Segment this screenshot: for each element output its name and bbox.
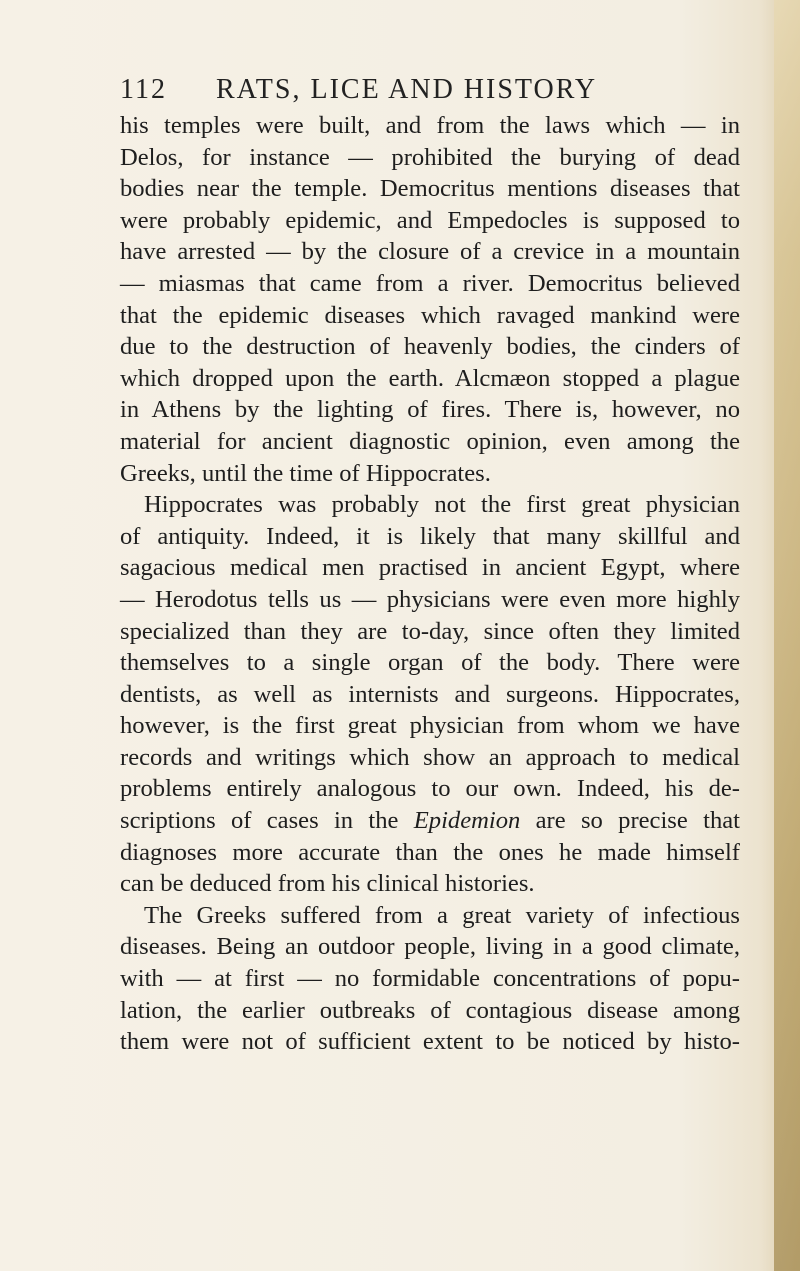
text-line: dentists, as well as internists and surgeons. Hippocrates, — [120, 680, 740, 708]
italic-title-epidemion: Epidemion — [413, 807, 521, 835]
text-line: that the epidemic diseases which ravaged mankind were — [120, 301, 740, 329]
text-line: The Greeks suffered from a great variety of infectious — [144, 901, 740, 929]
text-run: scriptions of cases in the — [120, 807, 414, 835]
text-line: his temples were built, and from the laws which — in — [120, 112, 740, 139]
text-line: specialized than they are to-day, since often they limited — [120, 617, 740, 645]
text-line: them were not of sufficient extent to be noticed by histo- — [120, 1028, 740, 1056]
text-line: in Athens by the lighting of fires. There is, however, no — [120, 396, 740, 424]
text-line: diagnoses more accurate than the ones he made himself — [120, 838, 740, 866]
text-line: have arrested — by the closure of a crevice in a mountain — [120, 238, 740, 266]
page-edge-shadow — [774, 0, 800, 1271]
running-title: RATS, LICE AND HISTORY — [216, 74, 598, 105]
text-line: — Herodotus tells us — physicians were even more highly — [120, 585, 740, 613]
text-line: themselves to a single organ of the body. There were — [120, 649, 740, 677]
running-header — [120, 74, 740, 106]
text-line: material for ancient diagnostic opinion, even among the — [120, 427, 740, 455]
text-line: — miasmas that came from a river. Democritus believed — [120, 269, 740, 297]
text-line: Delos, for instance — prohibited the burying of dead — [120, 143, 740, 171]
text-line: of antiquity. Indeed, it is likely that many skillful and — [120, 522, 740, 550]
text-run: are so precise that — [520, 807, 740, 835]
text-line: Greeks, until the time of Hippocrates. — [120, 459, 491, 487]
text-line: however, is the first great physician from whom we have — [120, 712, 740, 740]
text-line: lation, the earlier outbreaks of contagious disease among — [120, 996, 740, 1024]
text-line-with-italic — [120, 805, 740, 837]
text-line: with — at first — no formidable concentrations of popu- — [120, 965, 740, 993]
text-line: sagacious medical men practised in ancient Egypt, where — [120, 554, 740, 582]
text-line: bodies near the temple. Democritus mentions diseases that — [120, 175, 740, 203]
text-line: diseases. Being an outdoor people, living in a good climate, — [120, 933, 740, 961]
text-line: which dropped upon the earth. Alcmæon stopped a plague — [120, 364, 740, 392]
page-number: 112 — [120, 74, 167, 105]
text-line: records and writings which show an approach to medical — [120, 743, 740, 771]
text-line: due to the destruction of heavenly bodies, the cinders of — [120, 333, 740, 361]
text-line: were probably epidemic, and Empedocles is supposed to — [120, 206, 740, 234]
text-line: problems entirely analogous to our own. Indeed, his de- — [120, 775, 740, 803]
body-text — [120, 110, 740, 1058]
text-line: Hippocrates was probably not the first great physician — [144, 491, 740, 519]
text-line: can be deduced from his clinical histories. — [120, 870, 535, 898]
